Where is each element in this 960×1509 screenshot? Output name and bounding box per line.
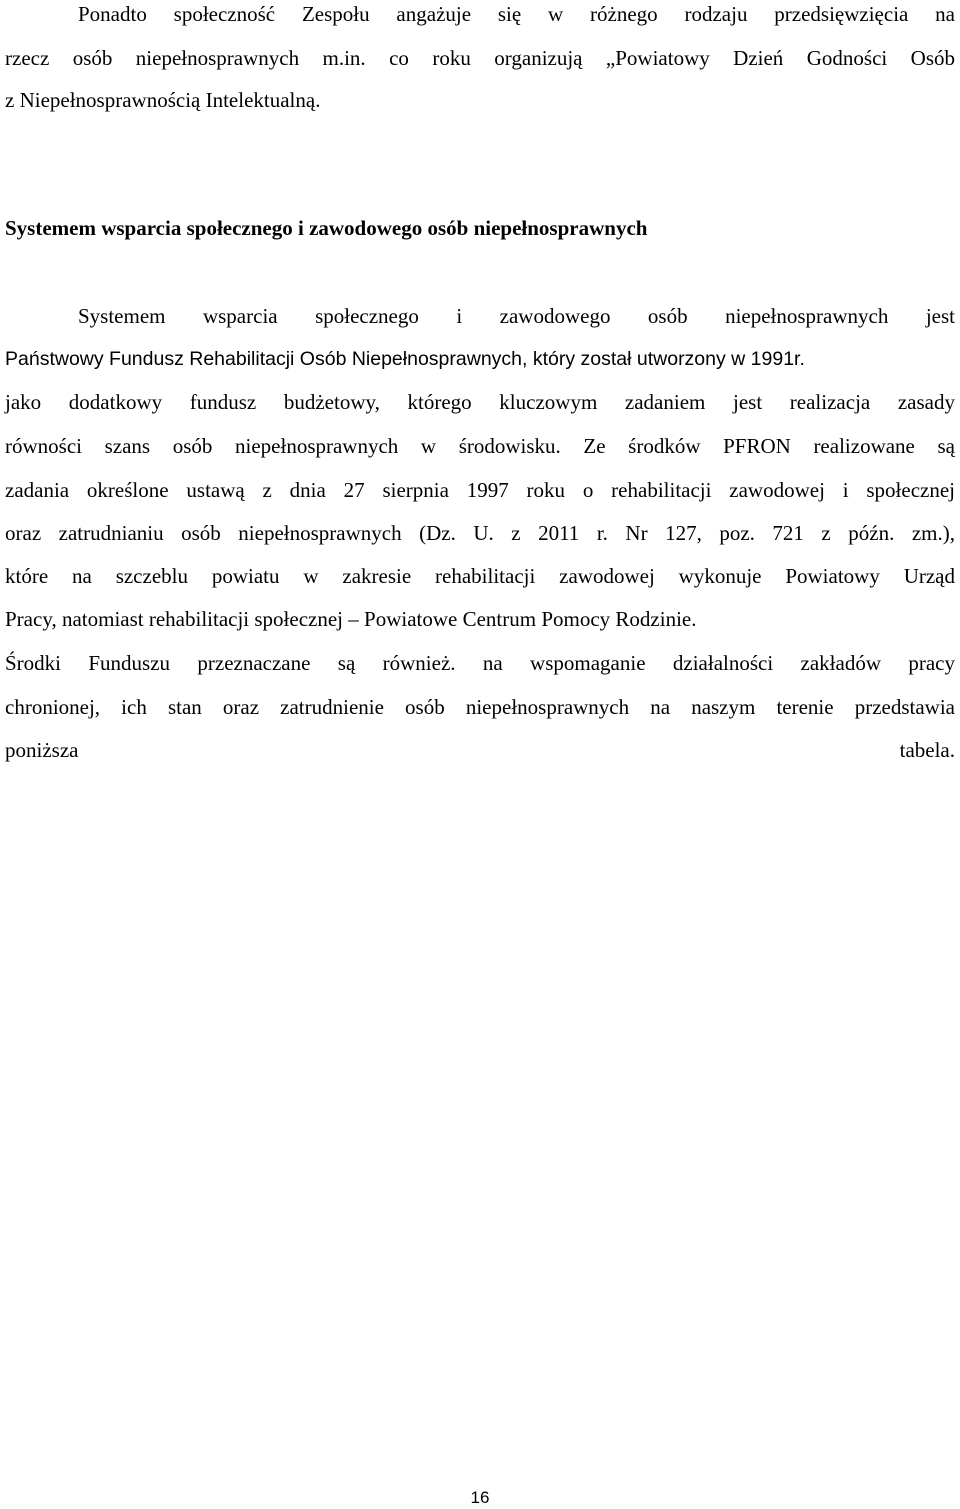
paragraph-main-line-3: jako dodatkowy fundusz budżetowy, którego kluczowym zadaniem jest realizacja zasady bbox=[5, 390, 955, 414]
paragraph-main-line-10: chronionej, ich stan oraz zatrudnienie osób niepełnosprawnych na naszym terenie przedstawia bbox=[5, 695, 955, 719]
paragraph-main-line-8: Pracy, natomiast rehabilitacji społecznej – Powiatowe Centrum Pomocy Rodzinie. bbox=[5, 607, 697, 631]
section-heading: Systemem wsparcia społecznego i zawodowego osób niepełnosprawnych bbox=[5, 216, 648, 240]
paragraph-main-line-1: Systemem wsparcia społecznego i zawodowego osób niepełnosprawnych jest bbox=[78, 304, 955, 328]
paragraph-main-line-11: poniższa tabela. bbox=[5, 738, 955, 762]
paragraph-top-line-3: z Niepełnosprawnością Intelektualną. bbox=[5, 88, 321, 112]
paragraph-main-line-7: które na szczeblu powiatu w zakresie rehabilitacji zawodowej wykonuje Powiatowy Urząd bbox=[5, 564, 955, 588]
paragraph-main-line-6: oraz zatrudnianiu osób niepełnosprawnych (Dz. U. z 2011 r. Nr 127, poz. 721 z późn. zm.), bbox=[5, 521, 955, 545]
paragraph-main-line-2: Państwowy Fundusz Rehabilitacji Osób Niepełnosprawnych, który został utworzony w 1991r. bbox=[5, 348, 805, 370]
paragraph-top-line-2: rzecz osób niepełnosprawnych m.in. co roku organizują „Powiatowy Dzień Godności Osób bbox=[5, 46, 955, 70]
paragraph-top-line-1: Ponadto społeczność Zespołu angażuje się w różnego rodzaju przedsięwzięcia na bbox=[78, 2, 955, 26]
paragraph-main-line-9: Środki Funduszu przeznaczane są również. na wspomaganie działalności zakładów pracy bbox=[5, 651, 955, 675]
paragraph-main-line-5: zadania określone ustawą z dnia 27 sierpnia 1997 roku o rehabilitacji zawodowej i społecznej bbox=[5, 478, 955, 502]
page-number: 16 bbox=[470, 1488, 490, 1507]
paragraph-main-line-4: równości szans osób niepełnosprawnych w środowisku. Ze środków PFRON realizowane są bbox=[5, 434, 955, 458]
